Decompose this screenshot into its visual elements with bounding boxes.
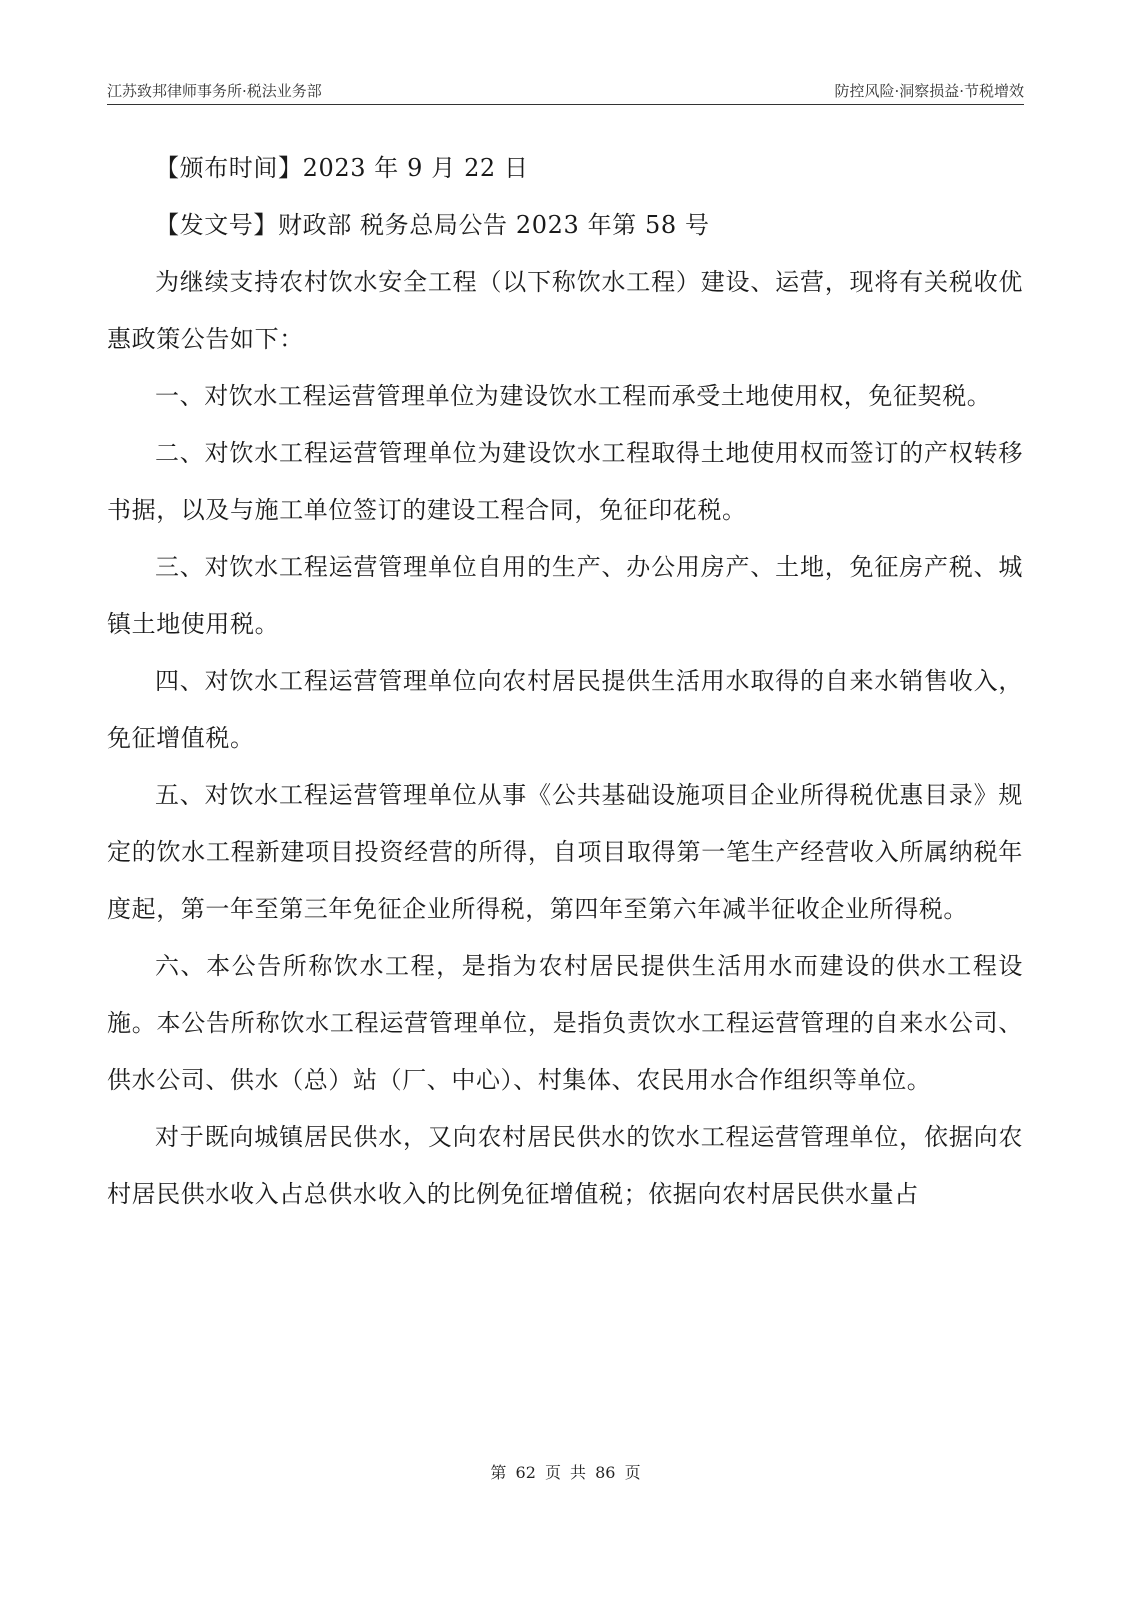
release-date: 【颁布时间】2023 年 9 月 22 日: [155, 154, 529, 182]
document-number: 【发文号】财政部 税务总局公告 2023 年第 58 号: [155, 211, 710, 239]
page-header: [107, 78, 1024, 105]
clause-6-continued: 对于既向城镇居民供水，又向农村居民供水的饮水工程运营管理单位，依据向农村居民供水收入占总供水收入的比例免征增值税；依据向农村居民供水量占: [107, 1123, 1023, 1208]
intro-paragraph: 为继续支持农村饮水安全工程（以下称饮水工程）建设、运营，现将有关税收优惠政策公告如下：: [107, 268, 1023, 353]
document-body: [107, 140, 1023, 1223]
page-number: 第 62 页 共 86 页: [490, 1463, 641, 1482]
clause-4: 四、对饮水工程运营管理单位向农村居民提供生活用水取得的自来水销售收入，免征增值税。: [107, 667, 1023, 752]
clause-3: 三、对饮水工程运营管理单位自用的生产、办公用房产、土地，免征房产税、城镇土地使用税。: [107, 553, 1023, 638]
clause-2: 二、对饮水工程运营管理单位为建设饮水工程取得土地使用权而签订的产权转移书据，以及与施工单位签订的建设工程合同，免征印花税。: [107, 439, 1023, 524]
clause-5: 五、对饮水工程运营管理单位从事《公共基础设施项目企业所得税优惠目录》规定的饮水工程新建项目投资经营的所得，自项目取得第一笔生产经营收入所属纳税年度起，第一年至第三年免征企业所得税，第四年至第六年减半征收企业所得税。: [107, 781, 1023, 923]
clause-6: 六、本公告所称饮水工程，是指为农村居民提供生活用水而建设的供水工程设施。本公告所称饮水工程运营管理单位，是指负责饮水工程运营管理的自来水公司、供水公司、供水（总）站（厂、中心）、村集体、农民用水合作组织等单位。: [107, 952, 1023, 1094]
header-slogan: 防控风险·洞察损益·节税增效: [834, 82, 1024, 100]
header-firm-name: 江苏致邦律师事务所·税法业务部: [107, 82, 322, 100]
clause-1: 一、对饮水工程运营管理单位为建设饮水工程而承受土地使用权，免征契税。: [155, 382, 992, 410]
